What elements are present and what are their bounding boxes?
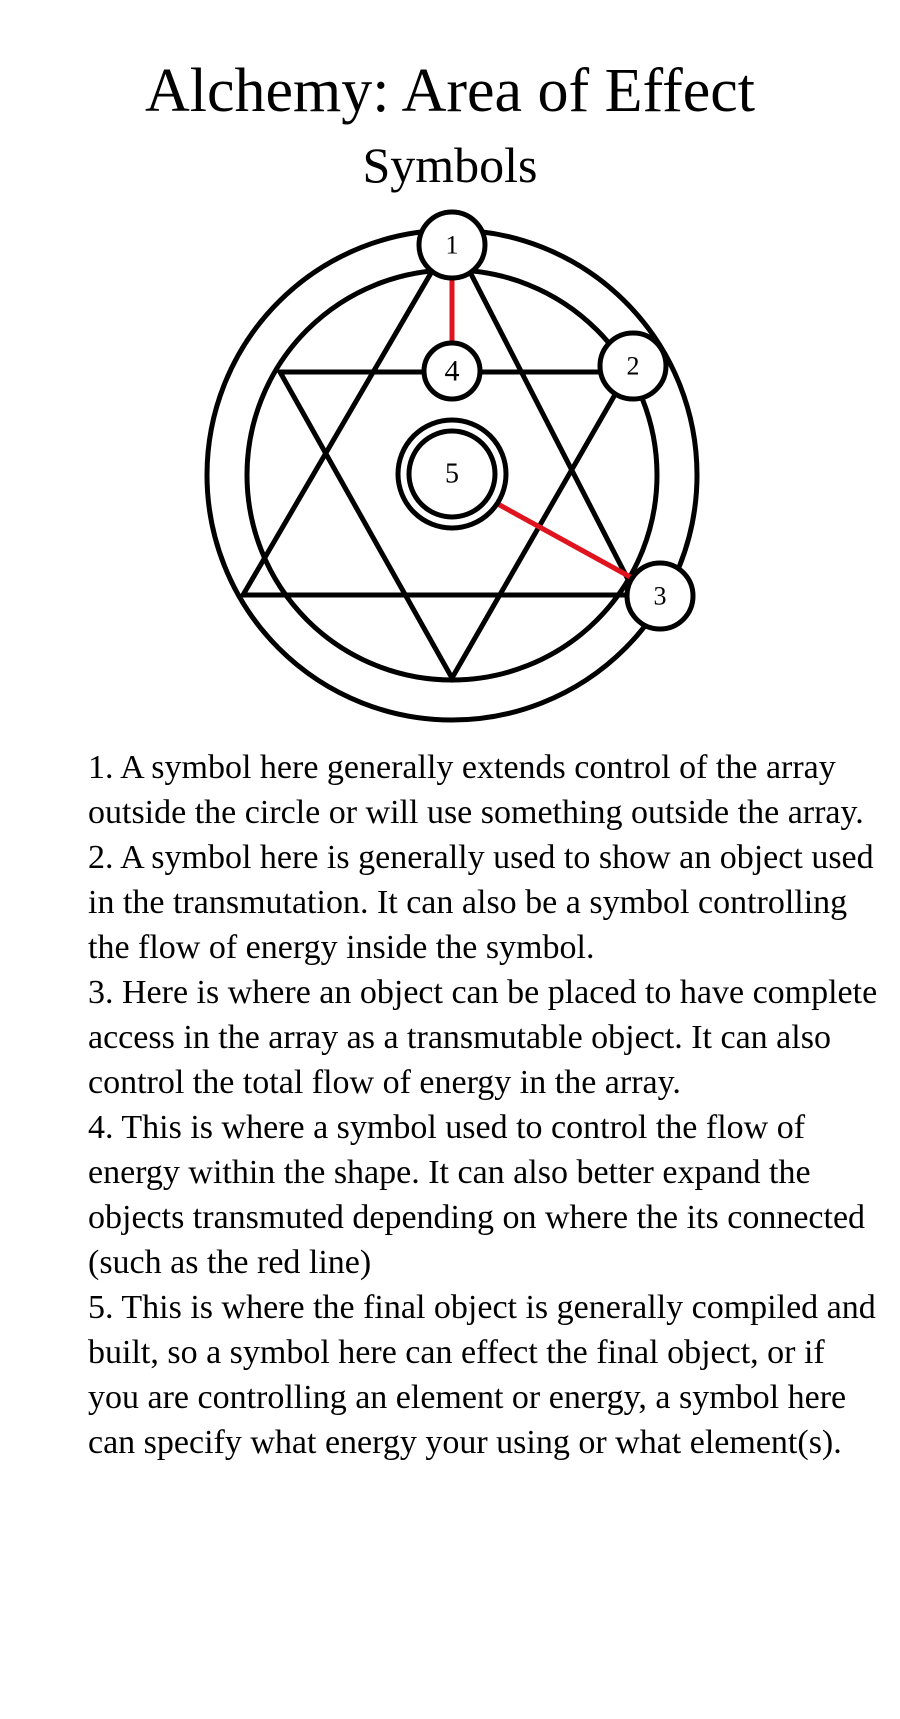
node-5-label: 5 bbox=[445, 458, 459, 490]
node-2-label: 2 bbox=[626, 351, 640, 381]
note-1: 1. A symbol here generally extends control of the array outside the circle or will use something outside the array. bbox=[88, 749, 864, 831]
node-3 bbox=[627, 563, 693, 629]
node-4 bbox=[424, 343, 480, 399]
page-title: Alchemy: Area of Effect bbox=[145, 57, 755, 125]
node-5 bbox=[398, 420, 506, 528]
note-2: 2. A symbol here is generally used to show an object used in the transmutation. It can also be a symbol controlling the flow of energy inside the symbol. bbox=[88, 839, 874, 966]
node-3-label: 3 bbox=[653, 581, 667, 611]
note-5: 5. This is where the final object is generally compiled and built, so a symbol here can effect the final object, or if you are controlling an element or energy, a symbol here can specify what energy your using or what element(s). bbox=[88, 1289, 876, 1461]
note-3: 3. Here is where an object can be placed to have complete access in the array as a transmutable object. It can also control the total flow of energy in the array. bbox=[88, 974, 878, 1101]
page-subtitle: Symbols bbox=[362, 137, 538, 193]
note-4: 4. This is where a symbol used to control the flow of energy within the shape. It can also better expand the objects transmuted depending on where the its connected (such as the red line) bbox=[88, 1109, 866, 1281]
node-1-label: 1 bbox=[445, 230, 459, 260]
node-4-label: 4 bbox=[444, 354, 460, 388]
node-1 bbox=[419, 212, 485, 278]
transmutation-circle-diagram bbox=[200, 205, 700, 725]
notes-list bbox=[88, 745, 878, 1465]
node-2 bbox=[600, 333, 666, 399]
